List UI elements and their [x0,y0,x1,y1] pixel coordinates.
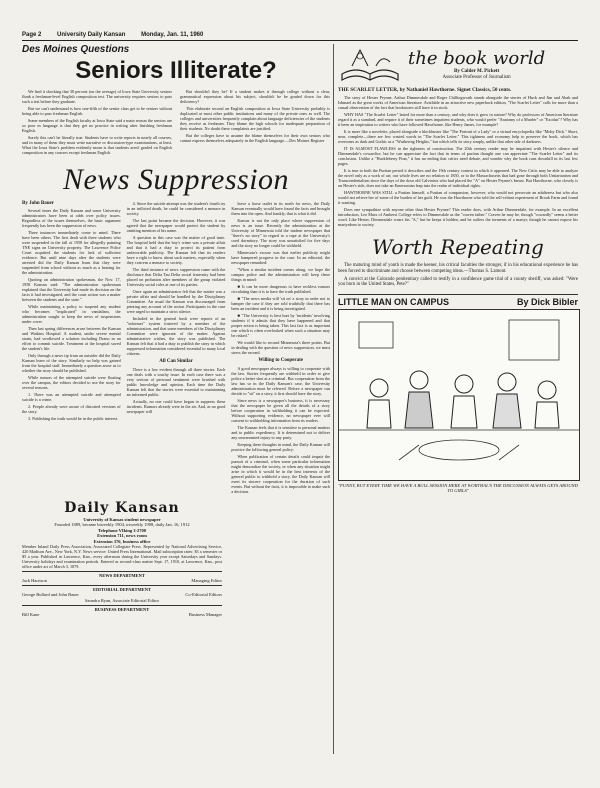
suppression-body [22,201,330,496]
issue-date: Monday, Jan. 11, 1960 [141,32,204,38]
seniors-para: But shouldn't they be? If a student makes it through college without a clear, grammatical expression about his subject, shouldn't he be graded down for this deficiency? [180,89,330,104]
suppression-para: 4. Since the suicide attempt was the student's fourth try in an inflicted death, he could be considered a menace in society. [126,201,226,216]
column-rule [333,44,334,754]
suppression-byline: By John Bauer [22,201,54,206]
suppression-para: 3. Publishing the truth would be in the public interest. [28,416,119,421]
suppression-para: ■ It can be more dangerous to have reckless rumors circulating than it is to have the truth published. [231,284,331,294]
seniors-editorial [22,44,330,157]
review-para: IT IS ALMOST FLAWLESS in the tightness of construction. The 20th century reader may be impatient with Hester's silence and Dimmesdale's cowardice, but he can appreciate the fact that in terms of puritan thought one can appreciate "The Scarlet Letter" and its conclusion. Unlike a "Huckleberry Finn," it has no ending that critics need debate, and wonder why the book runs downhill in its last few pages. [338,146,578,166]
book-world-header [338,44,578,84]
paper-name: University Daily Kansan [57,32,126,38]
suppression-para: There is a low evident through all three stories. Each one deals with a touchy issue. In each case there was a very serious of personal sentiment were brushed with public knowledge and opinion. Each time the Daily Kansan felt that the stories were essential to maintaining an informed public. [126,367,226,397]
masthead-role: Business Manager [188,612,222,618]
worth-repeating-title: Worth Repeating [372,235,544,259]
review-para: HAWTHORNE WAS STILL a Puritan himself, a Puritan of compassion, however, who would not persecute an adulteress but who also would not relieve her of some of the burden of her guilt. He was the Hawthorne who told the self-reliant experiment of Brook Farm and found it wanting. [338,190,578,205]
masthead-role: Co-Editorial Editors [185,592,222,598]
review-para: The story of Hester Prynne, Arthur Dimmesdale and Roger Chillingworth stands alongside the stories of Huck and Jim and Ahab and Ishmael as the great works of American literature. Available in an attractive new paperback edition, "The Scarlet Letter" calls for more than a casual observation of the fact that bookstores still have it in stock. [338,95,578,110]
suppression-col-2 [127,201,226,496]
masthead-line: Founded 1889, became biweekly 1904, triweekly 1908, daily Jan. 16, 1912 [54,522,190,528]
suppression-para: We would like to second Minnesota's three points. But in dealing with the question of news suppression, we must stress the second. [231,340,331,355]
suppression-para: Actually, no one could have begun to suppress these incidents. Rumors already were in the air. And, as no good newspaper will [126,399,226,414]
review-para: It is true to both the Puritan period it describes and the 19th century context in which it appeared. The New Critic may be able to analyze the novel only as a work of art; our whole lives are no relation to 1850, or to the Massachusetts that had gone through both Unitarianism and Transcendentalism since the days of the dour old Calvinists who had placed the "A" on Hester Prynne's breast. But Hawthorne, who closely is on Hester's side, does not take an Emersonian leap into the realm of individual rights. [338,168,578,188]
suppression-para: 2. People already were aware of distorted versions of the story. [22,404,121,414]
seniors-para: Some members of the English faculty at Iowa State said a main reason the seniors are so poor in language is that they get no practice in writing after finishing freshman English. [22,118,172,133]
suppression-para: 1. There was an attempted suicide and attempted suicide is a crime. [22,392,121,402]
masthead-line: Extension 376, business office [93,538,151,544]
suppression-subhead: Willing to Cooperate [258,358,303,363]
suppression-para: The last point became the decision. However, it was agreed that the newspaper would protect the student by omitting mention of his name. [126,218,226,233]
cartoon-caption: "FUNNY, BUT EVERY TIME WE HAVE A BULL SESSION HERE AT WORTHAL'S THE DISCUSSION ALWAYS GETS AROUND TO GIRLS" [338,483,578,494]
suppression-para: A good newspaper always is willing to cooperate with the law. Stories frequently are withheld in order to give police a better shot at a criminal. But cooperation from the law has so in the Daily Kansan's case, the University administration must be referred. Before a newspaper can decide to "sit" on a story, it first should have the story. [231,366,331,396]
cartoon-illustration [338,309,580,481]
book-world-byline-role: Associate Professor of Journalism [442,74,511,80]
suppression-para: Keeping these thoughts in mind, the Daily Kansan will practice the following general policy: [231,442,331,452]
suppression-col-3 [231,201,330,496]
book-title: THE SCARLET LETTER, by Nathaniel Hawthorne. Signet Classics, 50 cents. [338,87,512,93]
masthead-row [22,612,222,617]
cartoon-artist: By Dick Bibler [516,297,578,308]
suppression-headline: News Suppression [62,163,290,196]
masthead-person: George Bullard and John Bauer [22,592,79,598]
suppression-para: The Kansan feels that it is sensitive to personal matters and to public expediency. It is determined not to deliver any unwarranted injury to any party. [231,425,331,440]
suppression-para: A question in this case was the matter of good taste. The hospital held that the boy's crime was a private affair and that it had a duty to protect its patient from unfavorable publicity. The Kansan felt that its readers have a right to know about such matters, especially when they concern a menace to society. [126,235,226,265]
open-book-icon [338,44,402,84]
masthead-section: NEWS DEPARTMENT [22,571,222,578]
worth-para: A convict at the Colorado penitentiary called to testify in a confidence game trial of a county sheriff, was asked: "Were you born in the United States, Pete?" [338,276,578,288]
book-world-byline: By Calder M. Pickett [453,68,500,74]
suppression-para: When publication of certain details could impair the pursuit of a criminal, when some particular information might demoralize the society, or when any situation might arise in which it would be in the best interests of the general public to withhold a story, the Daily Kansan will exert its sincere cooperation for the duration of such events. But without the facts, it is impossible to make such a decision. [231,454,331,494]
masthead-row [22,578,222,583]
masthead-line: Telephone VIking 3-2700 [97,527,146,533]
masthead-person: Jack Harrison [22,578,47,584]
suppression-para: Included in the general hush were reports of an "informer" system fostered by a member of the administration, and that some members of the Disciplinary Committee were ignorant of the matter. Against administrative wishes, the story was published. The Kansan felt that it had a duty to publish the story in which suppressed information considered essential to many local citizens. [126,316,226,356]
suppression-para: ■ "The University is best hurt by 'incidents' involving students if it admits that they have happened and that proper action is being taken. This last fact is as important one which is often overlooked when such a situation may be risked." [231,313,331,338]
cartoon-title: LITTLE MAN ON CAMPUS [338,297,449,308]
review-para: Does one sympathize with anyone other than Hester Prynne? This reader does, with Arthur Dimmesdale, for example. In an excellent introduction, Leo Marx of Amherst College refers to Dimmesdale as the "craven father." Craven he may be, though "cowardly" seems a better word. Like Hester, Dimmesdale wears his "A," but he keeps it hidden, and he suffers the torments of a martyr, though he cannot expose his martyrdom to society. [338,207,578,227]
review-para: WHY HAS "The Scarlet Letter" lasted for more than a century, and why does it grow in stature? Why do professors of American literature regard it as a standard, and require it of their sometimes impatient students, who would prefer "Anatomy of a Murder" or "Exodus"? Why has it been an inspiration to writers who have followed Hawthorne, like Henry James, for example? [338,112,578,127]
page-number: Page 2 [22,32,42,38]
suppression-para: Several times the Daily Kansan and some University administrators have been at odds over policy issues. Regardless of the issues themselves, the basic argument frequently has been the suppression of news. [22,208,121,228]
suppression-para: Kansas is not the only place where suppression of news is an issue. Recently the administration at the University of Minnesota told the student newspaper that "there's no story" in regard to a rape at the University's coed dormitory. The story was unsatisfied for five days and the story no longer could be withheld. [231,218,331,248]
suppression-para: ■ "The news media will 'sit on' a story in order not to hamper the case if they are told truthfully that there has been an incident and it is being investigated. [231,296,331,311]
header-rule [22,40,578,41]
book-review-body [338,95,578,227]
suppression-para: "When a similar incident comes along, we hope the campus police and the administration will keep these things in mind: [231,267,331,282]
suppression-para: The third instance of news suppression came with the disclosure that Delta Tau Delta social fraternity had been placed on probation after members of the group violated University social rules at one of its parties. [126,267,226,287]
suppression-para: Three instances immediately come to mind. There have been others. The first dealt with three students who were suspended in the fall of 1958 for allegedly painting TNE signs on University property. The Lawrence Police Court acquitted the students for lack of sufficient evidence. But until nine days after the students were arrested did the Daily Kansan learn that they were suspended from school without as much as a hearing for the administration. [22,230,121,275]
right-column [338,44,578,493]
seniors-para: Surely this can't be literally true. Students have to write reports in nearly all courses, and in many of them they must write narrative or discussion-type examinations, at least. What the Iowa State's problem evidently mean is that students aren't graded on English composition in any courses except freshman English. [22,135,172,155]
worth-para: The maturing mind of youth is made the keener, his critical faculties the stronger, if in his educational experience he has been forced to discriminate and choose between competing ideas.—Thomas S. Lamont. [338,263,578,274]
seniors-para: This elaborate second an English composition at Iowa State University probably is duplicated at most other public institutions and many of the private ones as well. The colleges and universities frequently complain about language deficiencies of the students they receive as freshmen. They blame the high schools for inadequate preparation of their students. No doubt these complaints are justified. [180,106,330,131]
seniors-kicker: Des Moines Questions [22,44,130,55]
suppression-col-1 [22,201,121,496]
seniors-body [22,89,330,157]
review-para: It is more like a novelette, placed alongside a blockbuster like "The Portrait of a Lady" or a virtual encyclopedia like "Moby Dick." Short, near, complete—there are few wasted words in "The Scarlet Letter." This tightness and economy help to preserve the book, which has overtones as dark and Gothic as a "Wuthering Heights," but which tells its story simply, unlike that other tale of darkness. [338,129,578,144]
cartoon-header [338,294,578,307]
suppression-para: Once again an administrator felt that the matter was a private affair and should be handled by the Disciplinary Committee. An usual the Kansan was discouraged from printing any account of the action. Participants in the case were urged to maintain a strict silence. [126,289,226,314]
masthead-line: Extension 711, news room [97,533,147,539]
masthead-role: Managing Editor [191,578,222,584]
masthead-line: Member Inland Daily Press Association, Associated Collegiate Press. Represented by National Advertising Service, 420 Madison Ave., New York, N.Y. News service: United Press International. Mail subscription rates: $3 a semester or $5 a year. Published in Lawrence, Kan., every afternoon during the University year except Saturdays and Sundays. University holidays and examination periods. Entered as second-class matter Sept. 17, 1910, at Lawrence, Kan., post office under act of March 3, 1879. [22,544,222,570]
seniors-headline: Seniors Illiterate? [75,57,277,84]
suppression-para: Then last spring differences arose between the Kansan and Watkins Hospital. A student, under severe mental strain, had swallowed a solution including Drano in an effort to commit suicide. Treatment at the hospital saved the student's life. [22,326,121,351]
masthead-person: Bill Kane [22,612,40,618]
book-world-title: the book world [408,47,546,69]
seniors-para: We find it shocking that 30 percent (on the average) of Iowa State University seniors flunk a freshman-level English composition test. The university requires seniors to pass such a test before they graduate. [22,89,172,104]
seniors-para: But the colleges have to assume the blame themselves for their own seniors who cannot express themselves adequately in the English language.—Des Moines Register [180,133,330,143]
masthead-line: Saundra Ryan, Associate Editorial Editor [85,597,159,603]
masthead-section: EDITORIAL DEPARTMENT [22,585,222,592]
masthead-title: Daily Kansan [64,500,180,516]
worth-repeating-body [338,263,578,288]
masthead-section: BUSINESS DEPARTMENT [22,605,222,612]
suppression-para: While rumors of the attempted suicide were floating over the campus, the editors decided to use the story for several reasons. [22,375,121,390]
suppression-para: Only through a news tip from an outsider did the Daily Kansan learn of the story. Similarly no help was gained from the hospital staff. Immediately a question arose as to whether the story should be published. [22,353,121,373]
suppression-para: Minnesota's excuse was that earlier publicity might have hampered progress in the case. In an editorial, the newspaper remarked: [231,250,331,265]
page-header [22,32,322,38]
suppression-subhead: All Can Similar [159,359,193,364]
suppression-para: Quoting an administration spokesman, the Nov. 17, 1958 Kansan said: "The administration spokesman explained that the University had made its decision on the facts it had investigated, and the court action was a matter between the students and the state." [22,277,121,302]
suppression-para: Since news is a newspaper's business, it is necessary that the newspaper be given all the details of a story before cooperation in withholding it can be expected. Without supporting evidence, no newspaper ever will consent to withholding information from its readers. [231,398,331,423]
left-column [22,44,330,618]
masthead [22,500,222,618]
masthead-line: University of Kansas student newspaper [83,517,161,522]
suppression-para: While maintaining a policy to suspend any student who becomes "implicated" in vandalism, the administration sought to keep the news of suspensions under cover. [22,304,121,324]
seniors-para: But we can't understand is how one-fifth of the senior class get to be seniors without being able to pass freshman English. [22,106,172,116]
suppression-para: leave a loose outlet in its north for news, the Daily Kansan eventually would have found the facts and brought them into the open. And frankly, that is what it did. [231,201,331,216]
